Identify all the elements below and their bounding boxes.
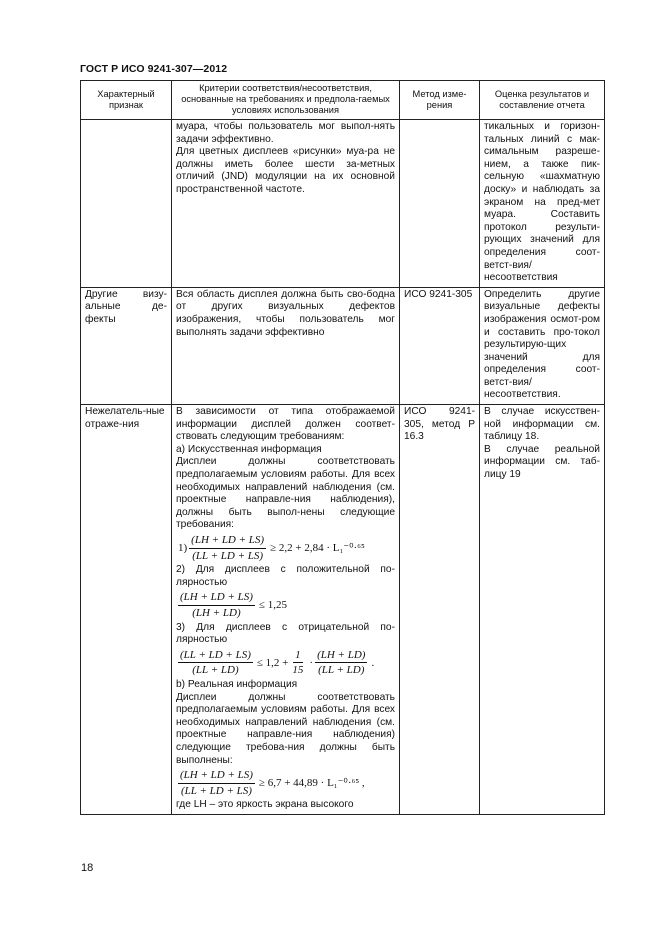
formula-2-numerator: (LH + LD + LS) [178, 591, 255, 606]
row1-criteria-p2: Для цветных дисплеев «рисунки» муа-ра не должны иметь более шести за-метных отличий (JND) модуляции на их основной пространственной частоте. [176, 146, 395, 195]
row1-method [400, 120, 480, 288]
formula-3 [176, 649, 395, 677]
row3-evaluation [480, 405, 605, 815]
row3-evaluation-artificial: В случае искусствен-ной информации см. таблицу 18. [484, 406, 600, 443]
formula-1-numerator: (LH + LD + LS) [189, 534, 266, 549]
row3-real-text: Дисплеи должны соответствовать предполагаемым условиям работы. Для всех необходимых направлений наблюдения (см. проектные направле-ния наблюдения) следующие требова-ния должны быть выполнены: [176, 691, 395, 766]
row2-evaluation: Определить другие визуальные дефекты изображения осмот-ром и составить про-токол результирую-щих значений для определения соот-ветст-вия/несоответствия. [480, 287, 605, 404]
formula-1-fraction [189, 534, 266, 562]
row3-positive-polarity: 2) Для дисплеев с положительной по-лярностью [176, 564, 395, 588]
table-row-other-defects [81, 287, 605, 404]
row3-evaluation-real: В случае реальной информации см. таб-лицу 19 [484, 443, 600, 481]
row3-characteristic: Нежелатель-ные отраже-ния [81, 405, 172, 815]
formula-4 [176, 769, 395, 797]
document-title: ГОСТ Р ИСО 9241-307—2012 [80, 63, 228, 75]
formula-1-label: 1) [178, 541, 188, 554]
formula-3-fraction-2 [315, 649, 367, 677]
formula-4-numerator: (LH + LD + LS) [178, 769, 255, 784]
page-number: 18 [81, 862, 94, 874]
formula-1-denominator: (LL + LD + LS) [192, 549, 264, 562]
row3-method: ИСО 9241-305, метод Р 16.3 [400, 405, 480, 815]
header-criteria: Критерии соответствия/несоответствия, основанные на требованиях и предпола-гаемых условиях использования [172, 81, 400, 120]
formula-3-rhs: ≤ 1,2 + [256, 656, 289, 669]
formula-2-fraction [178, 591, 255, 619]
formula-3-small-numerator: 1 [293, 649, 303, 664]
table-row-reflections [81, 405, 605, 815]
formula-3-numerator-2: (LH + LD) [315, 649, 367, 664]
formula-3-small-fraction [290, 649, 305, 677]
formula-4-denominator: (LL + LD + LS) [181, 784, 252, 797]
criteria-table [80, 80, 605, 815]
row3-intro: В зависимости от типа отображаемой информации дисплей должен соответ-ствовать следующим требованиям: [176, 406, 395, 443]
table-row-moire [81, 120, 605, 288]
table-header-row [81, 81, 605, 120]
row1-criteria-p1: муара, чтобы пользователь мог выпол-нять задачи эффективно. [176, 121, 395, 145]
row3-negative-polarity: 3) Для дисплеев с отрицательной по-лярностью [176, 621, 395, 646]
row2-criteria: Вся область дисплея должна быть сво-бодна от других визуальных дефектов изображения, чтобы пользователь мог выполнять задачи эффективно [172, 287, 400, 404]
row3-real-title: b) Реальная информация [176, 678, 298, 690]
formula-1-rhs: ≥ 2,2 + 2,84 · L₁⁻⁰·⁶⁵ [270, 541, 365, 554]
header-characteristic: Характерный признак [81, 81, 172, 120]
row1-characteristic [81, 120, 172, 288]
row1-evaluation: тикальных и горизон-тальных линий с мак-симальным разреше-нием, а также пик-сельную «шахматную доску» и наблюдать за экраном на пред-мет муара. Составить протокол результи-рующих значений для определения соот-ветст-вия/несоответствия [480, 120, 605, 288]
row3-artificial-text: Дисплеи должны соответствовать предполагаемым условиям работы. Для всех необходимых направлений наблюдения (см. проектные направле-ния наблюдения), должны быть выпол-нены следующие требования: [176, 456, 395, 531]
formula-2-rhs: ≤ 1,25 [258, 599, 287, 612]
formula-3-dot: · [309, 656, 314, 669]
formula-3-fraction [178, 649, 253, 677]
formula-3-end: . [371, 656, 375, 669]
formula-2-denominator: (LH + LD) [192, 606, 241, 619]
formula-4-rhs: ≥ 6,7 + 44,89 · L₁⁻⁰·⁶⁵ , [258, 776, 365, 789]
formula-4-fraction [178, 769, 255, 797]
formula-3-small-denominator: 15 [292, 664, 304, 677]
formula-3-denominator-2: (LL + LD) [318, 664, 365, 677]
row2-characteristic: Другие визу-альные де-фекты [81, 287, 172, 404]
formula-3-denominator: (LL + LD) [192, 664, 239, 677]
row1-criteria [172, 120, 400, 288]
formula-1 [176, 534, 395, 562]
row3-criteria [172, 405, 400, 815]
header-method: Метод изме-рения [400, 81, 480, 120]
formula-2 [176, 591, 395, 619]
row3-definition: где LH – это яркость экрана высокого [176, 799, 354, 811]
formula-3-numerator: (LL + LD + LS) [178, 649, 253, 664]
header-evaluation: Оценка результатов и составление отчета [480, 81, 605, 120]
row3-artificial-title: a) Искусственная информация [176, 443, 322, 455]
row2-method: ИСО 9241-305 [400, 287, 480, 404]
